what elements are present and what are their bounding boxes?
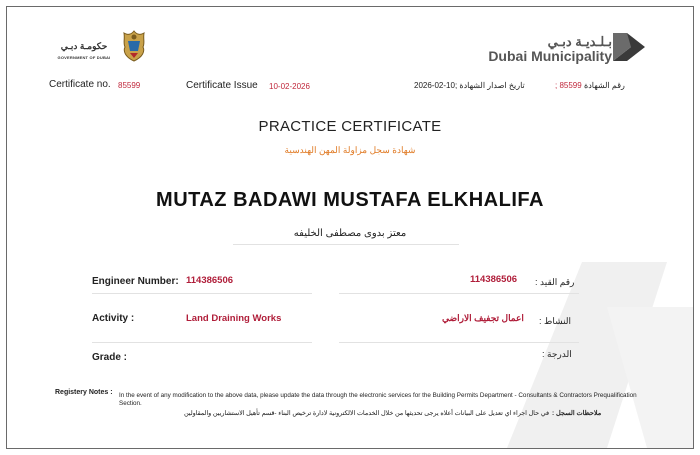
registry-notes-en: In the event of any modification to the above data, please update the data through the electronic services for the Building Permits Department - Consultants & Contractors Prequalification Section. — [119, 392, 637, 407]
registry-notes-ar: في حال اجراء اي تعديل على البيانات أعلاه يرجى تحديثها من خلال الخدمات الالكترونية لادارة ترخيص البناء -قسم تأهيل الاستشاريين والمقاولين — [184, 410, 549, 417]
engineer-name: MUTAZ BADAWI MUSTAFA ELKHALIFA — [156, 189, 544, 211]
certificate-issue-label: Certificate Issue — [186, 80, 258, 91]
dubai-emblem-icon — [119, 29, 149, 63]
grade-label-ar: الدرجة : — [542, 349, 572, 359]
row-divider — [339, 293, 579, 294]
name-divider — [233, 244, 459, 245]
dubai-municipality-logo-ar: بـلـديـة دبـي — [547, 34, 612, 49]
activity-label: Activity : — [92, 313, 135, 324]
dubai-municipality-logo-en: Dubai Municipality — [488, 48, 612, 64]
certificate-no-label-ar: رقم الشهادة — [584, 81, 625, 90]
certificate-no-value: 85599 — [118, 81, 141, 90]
row-divider — [92, 293, 312, 294]
certificate-title: PRACTICE CERTIFICATE — [258, 118, 442, 135]
certificate-no-label: Certificate no. — [49, 79, 111, 90]
engineer-number-label: Engineer Number: — [92, 276, 179, 287]
activity-value-ar: اعمال تجفيف الاراضي — [442, 313, 524, 323]
row-divider — [339, 342, 579, 343]
issue-date-ar: تاريخ اصدار الشهادة ;10-02-2026 — [414, 81, 525, 90]
row-divider — [92, 342, 312, 343]
registry-notes-label: Registery Notes : — [55, 389, 113, 396]
engineer-number-value: 114386506 — [186, 275, 234, 286]
certificate-frame — [6, 6, 694, 449]
certificate-title-ar: شهادة سجل مزاولة المهن الهندسية — [284, 145, 416, 155]
activity-value: Land Draining Works — [186, 313, 282, 324]
engineer-number-label-ar: رقم القيد : — [535, 277, 575, 287]
engineer-number-value-ar: 114386506 — [470, 274, 518, 285]
dubai-municipality-logo-icon — [611, 31, 647, 63]
government-of-dubai-logo: حكومـة دبـي GOVERNMENT OF DUBAI — [55, 35, 165, 69]
certificate-issue-value: 10-02-2026 — [269, 82, 310, 91]
engineer-name-ar: معتز بدوى مصطفى الخليفه — [293, 228, 407, 239]
certificate-no-value-ar: 85599 ; — [555, 81, 582, 90]
registry-notes-label-ar: ملاحظات السجل : — [552, 410, 602, 417]
grade-label: Grade : — [92, 352, 128, 363]
activity-label-ar: النشاط : — [539, 316, 572, 326]
